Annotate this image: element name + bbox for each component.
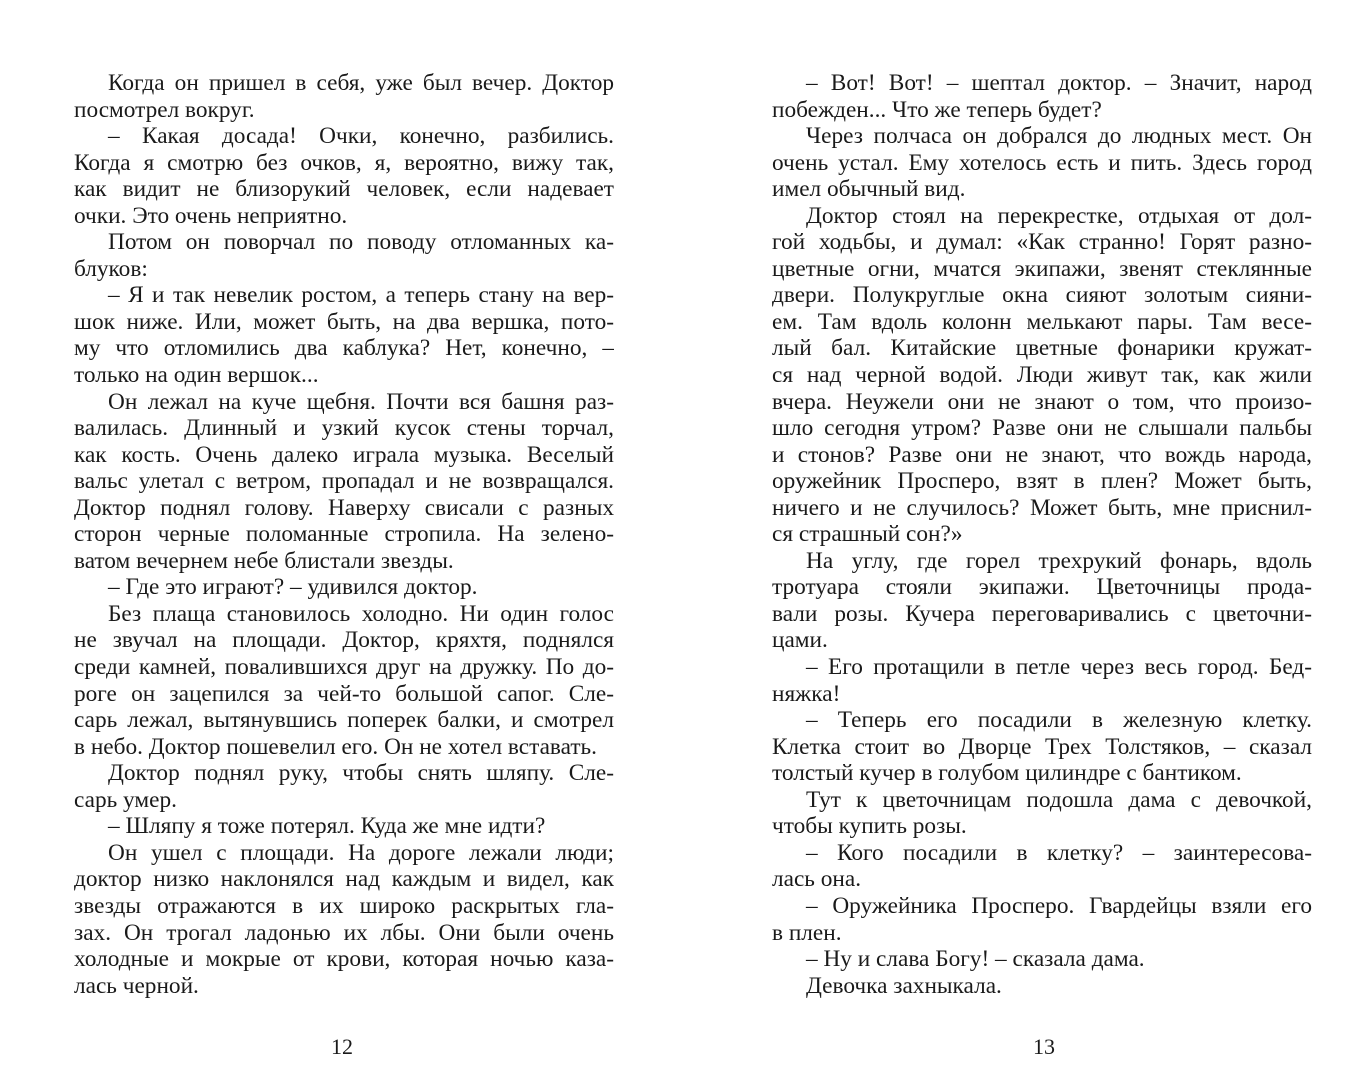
text-line: роге он зацепился за чей-то большой сапог. Сле- — [74, 680, 614, 707]
text-line: блуков: — [74, 255, 148, 282]
text-line: побежден... Что же теперь будет? — [772, 96, 1102, 123]
text-line: – Какая досада! Очки, конечно, разбились. — [108, 123, 614, 150]
text-line: Через полчаса он добрался до людных мест. Он — [806, 123, 1312, 150]
text-line: очень устал. Ему хотелось есть и пить. Здесь город — [772, 149, 1312, 176]
text-line: Когда я смотрю без очков, я, вероятно, вижу так, — [74, 149, 614, 176]
text-line: – Кого посадили в клетку? – заинтересова- — [806, 839, 1312, 866]
text-line: лый бал. Китайские цветные фонарики кружат- — [772, 335, 1312, 362]
text-line: – Вот! Вот! – шептал доктор. – Значит, народ — [806, 70, 1312, 96]
text-line: посмотрел вокруг. — [74, 96, 255, 123]
text-line: шок ниже. Или, может быть, на два вершка, пото- — [74, 308, 614, 335]
text-line: цами. — [772, 627, 828, 654]
text-line: вали розы. Кучера переговаривались с цветочни- — [772, 600, 1312, 627]
left-page-text — [74, 70, 614, 1070]
text-line: и стонов? Разве они не знают, что вождь народа, — [772, 441, 1312, 468]
text-line: очки. Это очень неприятно. — [74, 202, 348, 229]
text-line: как кость. Очень далеко играла музыка. Веселый — [74, 441, 614, 468]
text-line: сарь лежал, вытянувшись поперек балки, и смотрел — [74, 707, 614, 734]
text-line: – Оружейника Просперо. Гвардейцы взяли его — [806, 892, 1312, 919]
text-line: в небо. Доктор пошевелил его. Он не хотел вставать. — [74, 733, 597, 760]
text-line: Доктор стоял на перекрестке, отдыхая от дол- — [806, 202, 1312, 229]
text-line: му что отломились два каблука? Нет, конечно, – — [74, 335, 614, 362]
text-line: ем. Там вдоль колонн мелькают пары. Там весе- — [772, 308, 1312, 335]
text-line: вчера. Неужели они не знают о том, что произо- — [772, 388, 1312, 415]
text-line: – Шляпу я тоже потерял. Куда же мне идти? — [108, 813, 546, 840]
text-line: ся страшный сон?» — [772, 521, 963, 548]
right-page-number: 13 — [1033, 1034, 1055, 1059]
text-line: не звучал на площади. Доктор, кряхтя, поднялся — [74, 627, 614, 654]
text-line: Когда он пришел в себя, уже был вечер. Доктор — [108, 70, 614, 96]
text-line: шло сегодня утром? Разве они не слышали пальбы — [772, 415, 1312, 442]
text-line: валилась. Длинный и узкий кусок стены торчал, — [74, 415, 614, 442]
text-line: звезды отражаются в их широко раскрытых гла- — [74, 892, 614, 919]
text-line: двери. Полукруглые окна сияют золотым сияни- — [772, 282, 1312, 309]
right-page-text — [772, 70, 1312, 1070]
text-line: Тут к цветочницам подошла дама с девочкой, — [806, 786, 1312, 813]
text-line: Он ушел с площади. На дороге лежали люди; — [108, 839, 614, 866]
text-line: чтобы купить розы. — [772, 813, 967, 840]
text-line: холодные и мокрые от крови, которая ночью каза- — [74, 946, 614, 973]
text-line: лась черной. — [74, 972, 199, 999]
text-line: Доктор поднял руку, чтобы снять шляпу. Сле- — [108, 760, 614, 787]
text-line: ватом вечернем небе блистали звезды. — [74, 547, 454, 574]
text-line: Без плаща становилось холодно. Ни один голос — [108, 600, 614, 627]
text-line: имел обычный вид. — [772, 176, 966, 203]
text-line: цветные огни, мчатся экипажи, звенят стеклянные — [772, 255, 1312, 282]
text-line: гой ходьбы, и думал: «Как странно! Горят разно- — [772, 229, 1312, 256]
text-line: – Его протащили в петле через весь город. Бед- — [806, 654, 1312, 681]
text-line: среди камней, повалившихся друг на дружку. По до- — [74, 654, 614, 681]
text-line: Доктор поднял голову. Наверху свисали с разных — [74, 494, 614, 521]
text-line: оружейник Просперо, взят в плен? Может быть, — [772, 468, 1312, 495]
text-line: няжка! — [772, 680, 841, 707]
text-line: в плен. — [772, 919, 842, 946]
text-line: Клетка стоит во Дворце Трех Толстяков, – сказал — [772, 733, 1312, 760]
text-line: доктор низко наклонялся над каждым и видел, как — [74, 866, 614, 893]
text-line: – Где это играют? – удивился доктор. — [108, 574, 478, 601]
text-line: – Ну и слава Богу! – сказала дама. — [806, 946, 1145, 973]
text-line: как видит не близорукий человек, если надевает — [74, 176, 614, 203]
text-line: Потом он поворчал по поводу отломанных ка- — [108, 229, 614, 256]
text-line: только на один вершок... — [74, 362, 319, 389]
text-line: – Теперь его посадили в железную клетку. — [806, 707, 1312, 734]
text-line: толстый кучер в голубом цилиндре с бантиком. — [772, 760, 1242, 787]
text-line: На углу, где горел трехрукий фонарь, вдоль — [806, 547, 1312, 574]
text-line: тротуара стояли экипажи. Цветочницы прода- — [772, 574, 1312, 601]
left-page-number: 12 — [331, 1034, 353, 1059]
text-line: лась она. — [772, 866, 862, 893]
text-line: ся над черной водой. Люди живут так, как жили — [772, 362, 1312, 389]
text-line: Девочка захныкала. — [806, 972, 1002, 999]
text-line: сторон черные поломанные стропила. На зелено- — [74, 521, 614, 548]
text-line: – Я и так невелик ростом, а теперь стану на вер- — [108, 282, 614, 309]
text-line: вальс улетал с ветром, пропадал и не возвращался. — [74, 468, 614, 495]
text-line: зах. Он трогал ладонью их лбы. Они были очень — [74, 919, 614, 946]
text-line: ничего и не случилось? Может быть, мне приснил- — [772, 494, 1312, 521]
text-line: сарь умер. — [74, 786, 177, 813]
text-line: Он лежал на куче щебня. Почти вся башня раз- — [108, 388, 614, 415]
